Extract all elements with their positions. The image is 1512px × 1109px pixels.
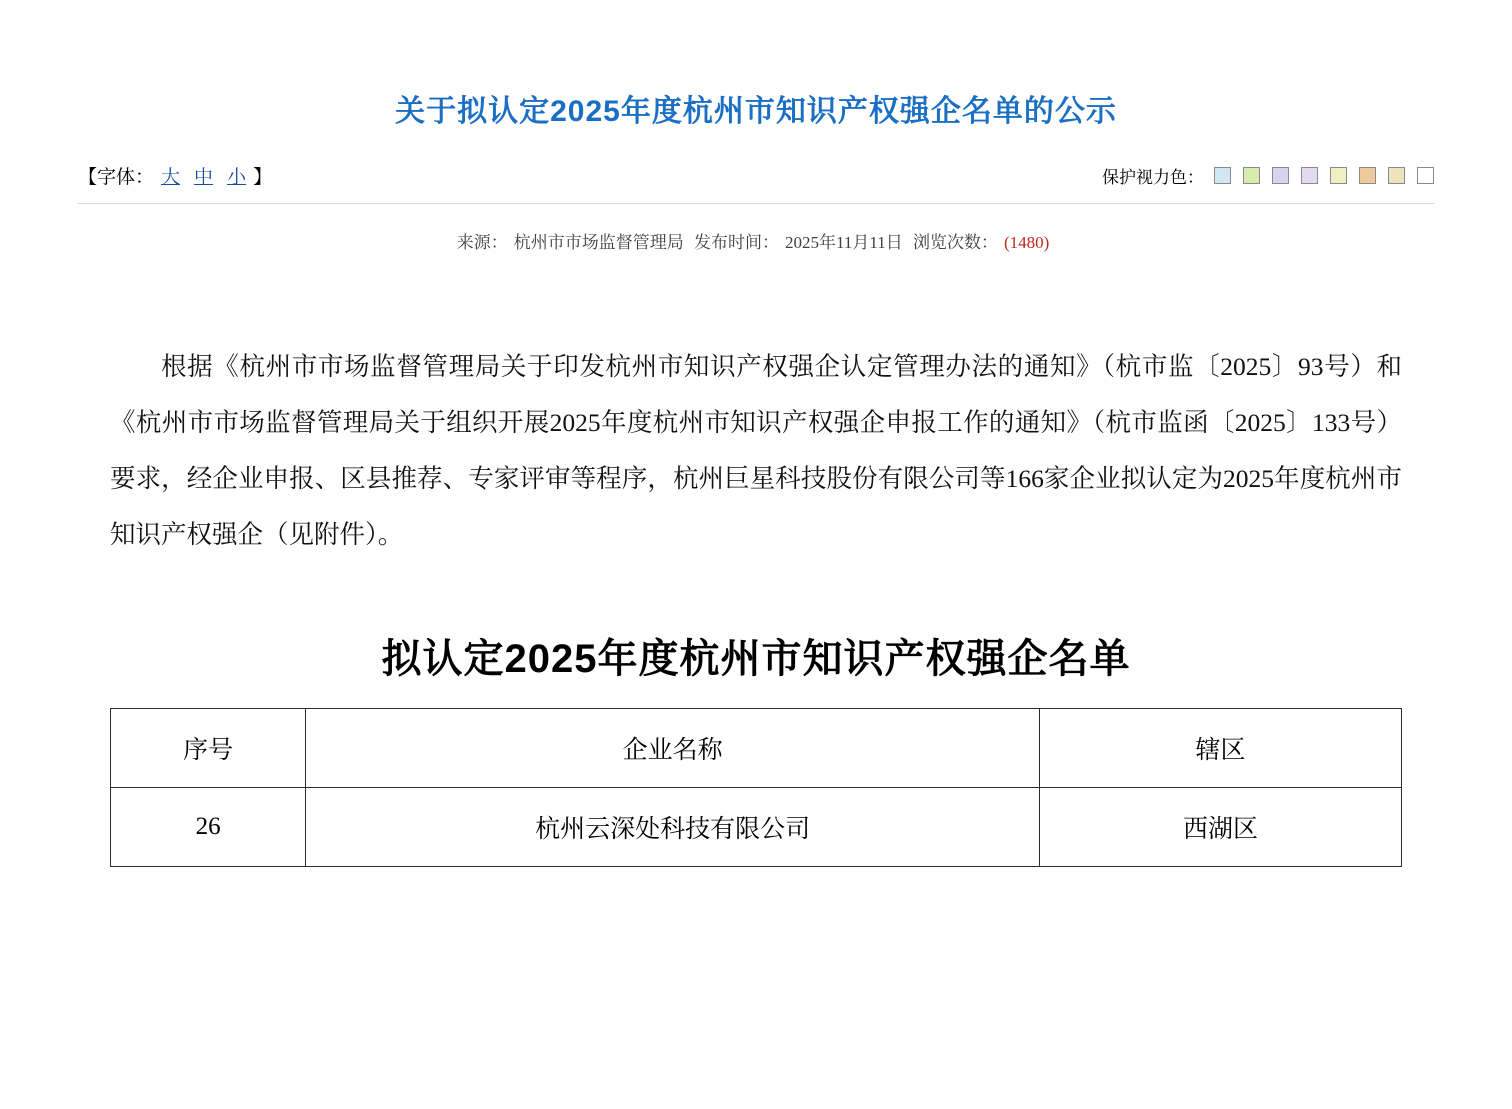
- eye-protect-label: 保护视力色：: [1102, 168, 1204, 188]
- swatch-white[interactable]: [1417, 167, 1434, 184]
- swatch-pale-violet[interactable]: [1301, 167, 1318, 184]
- views-label: 浏览次数：: [912, 233, 998, 253]
- toolbar: [0, 162, 1512, 189]
- source-label: 来源：: [456, 233, 508, 253]
- cell-enterprise-name: 杭州云深处科技有限公司: [306, 788, 1040, 867]
- page-title: 关于拟认定2025年度杭州市知识产权强企名单的公示: [395, 95, 1117, 129]
- eye-protect-color-picker: [1102, 163, 1434, 188]
- attachment-title: 拟认定2025年度杭州市知识产权强企名单: [381, 637, 1131, 682]
- column-header-index: 序号: [111, 709, 306, 788]
- publish-label: 发布时间：: [693, 233, 779, 253]
- enterprise-list-table: [110, 708, 1402, 867]
- font-size-medium-link[interactable]: 中: [194, 167, 214, 189]
- font-size-large-link[interactable]: 大: [161, 167, 181, 189]
- cell-index: 26: [111, 788, 306, 867]
- swatch-light-green[interactable]: [1243, 167, 1260, 184]
- swatch-light-blue[interactable]: [1214, 167, 1231, 184]
- source-value: 杭州市市场监督管理局: [513, 233, 684, 253]
- column-header-name: 企业名称: [306, 709, 1040, 788]
- swatch-peach[interactable]: [1359, 167, 1376, 184]
- divider: [78, 203, 1434, 204]
- font-size-control: [78, 162, 272, 189]
- attachment-table-wrapper: [110, 708, 1402, 867]
- article-meta: [0, 228, 1512, 253]
- swatch-pale-yellow[interactable]: [1330, 167, 1347, 184]
- body-paragraph: 根据《杭州市市场监督管理局关于印发杭州市知识产权强企认定管理办法的通知》（杭市监〔2025〕93号）和《杭州市市场监督管理局关于组织开展2025年度杭州市知识产权强企申报工作的通知》（杭市监函〔2025〕133号）要求，经企业申报、区县推荐、专家评审等程序，杭州巨星科技股份有限公司等166家企业拟认定为2025年度杭州市知识产权强企（见附件）。: [110, 352, 1402, 550]
- swatch-khaki[interactable]: [1388, 167, 1405, 184]
- font-bracket-close: 】: [253, 167, 273, 189]
- font-size-small-link[interactable]: 小: [227, 167, 247, 189]
- swatch-lavender[interactable]: [1272, 167, 1289, 184]
- font-bracket-open: 【: [78, 167, 98, 189]
- publish-value: 2025年11月11日: [784, 233, 903, 253]
- document-page: [0, 20, 1512, 1109]
- font-size-label: 字体：: [97, 167, 155, 189]
- table-row: [111, 788, 1402, 867]
- column-header-area: 辖区: [1040, 709, 1402, 788]
- table-header-row: [111, 709, 1402, 788]
- cell-area: 西湖区: [1040, 788, 1402, 867]
- views-count: (1480): [1003, 233, 1050, 253]
